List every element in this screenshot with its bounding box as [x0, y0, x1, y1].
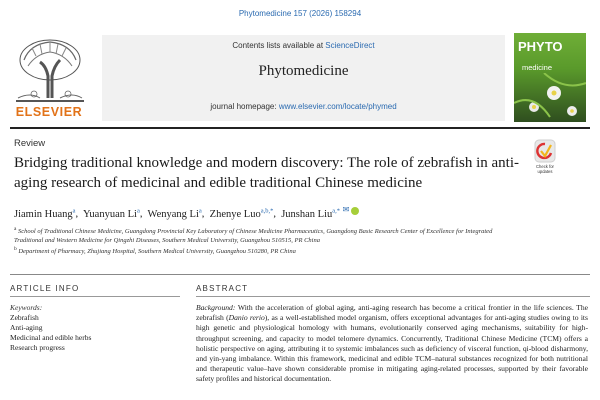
abstract-label: Background:: [196, 303, 236, 312]
abstract-text: Background: With the acceleration of global aging, anti-aging research has become a critical frontier in the life sciences. The zebrafish (Danio rerio), as a well-established model organism, offers exceptional advantages for anti-aging studies owing to its high genetic and physiological homology with humans, evolutionarily conserved aging mechanisms, suitability for high-throughput screening, and capacity to model telomere dynamics. Concurrently, Traditional Chinese Medicine (TCM) offers a holistic perspective on aging, attributing it to systemic imbalances such as deficiency of visceral function, qi-blood disharmony, and yin-yang imbalance. Within this framework, medicinal and edible TCM–natural substances recognized for both nutritional and therapeutic value–have shown considerable promise in mitigating aging-related processes, supported by their favorable safety profiles and historical documentation.: [196, 303, 588, 384]
author[interactable]: Junshan Liu$^{a,*}$: [281, 207, 341, 220]
author[interactable]: Yuanyuan Li$^a$: [83, 207, 140, 220]
affiliation: $^a$ School of Traditional Chinese Medicine, Guangdong Provincial Key Laboratory of Chinese Medicine Pharmaceutics, Guangdong Basic Research Center of Excellence for Integrated Traditional and Western Medicine for Qingzhi Diseases, Southern Medical University, Guangzhou 510515, PR China: [14, 226, 493, 245]
cover-title: PHYTO: [518, 39, 563, 54]
svg-text:Check for: Check for: [536, 164, 554, 169]
header-divider: [10, 127, 590, 129]
author-affiliation-mark[interactable]: a: [72, 207, 76, 214]
citation-link[interactable]: Phytomedicine 157 (2026) 158294: [238, 9, 362, 18]
keyword: Zebrafish: [10, 313, 39, 322]
sciencedirect-link[interactable]: ScienceDirect: [325, 41, 375, 50]
orcid-icon[interactable]: [351, 207, 359, 215]
svg-text:updates: updates: [537, 169, 553, 174]
keyword: Medicinal and edible herbs: [10, 333, 92, 342]
author[interactable]: Jiamin Huang$^a$: [14, 207, 76, 220]
elsevier-tree-icon: [10, 36, 90, 106]
author-affiliation-mark[interactable]: a,*: [332, 207, 341, 214]
keywords-label: Keywords:: [10, 303, 43, 312]
affiliations: [14, 225, 514, 256]
contents-line: [102, 41, 505, 50]
check-for-updates-badge[interactable]: [530, 139, 560, 175]
author[interactable]: Zhenye Luo$^{a,b,*}$: [209, 207, 274, 220]
email-icon[interactable]: ✉: [342, 205, 350, 214]
homepage-line: [102, 102, 505, 111]
publisher-name[interactable]: ELSEVIER: [15, 105, 83, 119]
journal-citation[interactable]: [0, 9, 600, 18]
homepage-prefix: journal homepage:: [210, 102, 279, 111]
author-affiliation-mark[interactable]: a: [136, 207, 140, 214]
journal-title: Phytomedicine: [258, 63, 349, 79]
keyword: Research progress: [10, 343, 65, 352]
species-name: Danio rerio: [228, 313, 265, 323]
keyword: Anti-aging: [10, 323, 43, 332]
affiliation: $^b$ Department of Pharmacy, Zhujiang Hospital, Southern Medical University, Guangzhou 510280, PR China: [14, 246, 296, 256]
article-type: Review: [14, 138, 46, 149]
article-title: Bridging traditional knowledge and modern discovery: The role of zebrafish in anti-aging research of medicinal and edible traditional Chinese medicine: [14, 155, 519, 191]
check-updates-icon: [530, 139, 560, 175]
author[interactable]: Wenyang Li$^a$: [147, 207, 202, 220]
article-info-heading: ARTICLE INFO: [10, 284, 80, 293]
section-divider: [10, 274, 590, 275]
abstract-rule: [196, 296, 590, 297]
author-list: Jiamin Huang$^a$, Yuanyuan Li$^a$, Wenyang Li$^a$, Zhenye Luo$^{a,b,*}$, Junshan Liu$^{a,*}$ ✉: [14, 205, 574, 220]
homepage-link[interactable]: www.elsevier.com/locate/phymed: [278, 102, 397, 111]
abstract-heading: ABSTRACT: [196, 284, 249, 293]
cover-subtitle: medicine: [522, 63, 553, 72]
keyword-list: [10, 313, 91, 353]
author-affiliation-mark[interactable]: a: [198, 207, 202, 214]
journal-cover[interactable]: [514, 33, 586, 122]
author-affiliation-mark[interactable]: a,b,*: [260, 207, 274, 214]
article-info-rule: [10, 296, 180, 297]
contents-prefix: Contents lists available at: [232, 41, 326, 50]
cover-flower-image: [514, 73, 586, 122]
